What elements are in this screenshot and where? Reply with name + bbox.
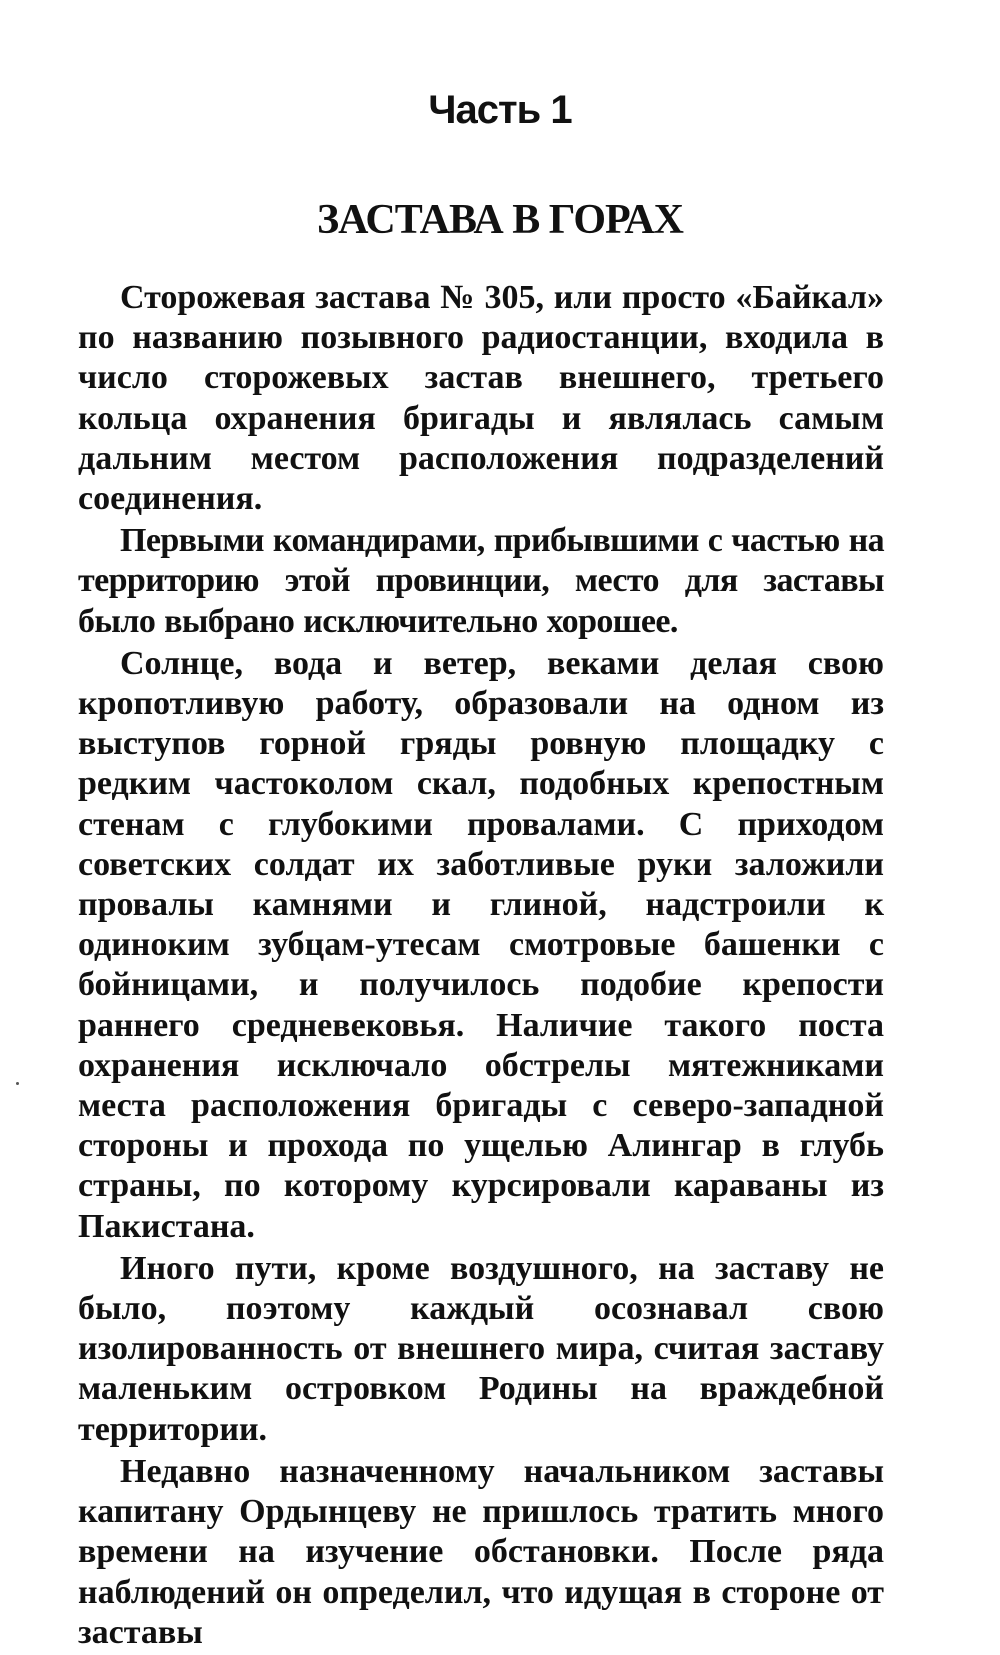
chapter-title: ЗАСТАВА В ГОРАХ bbox=[317, 197, 683, 243]
paragraph-3: Солнце, вода и ветер, веками делая свою кропотливую работу, образовали на одном из выступов горной гряды ровную площадку с редким частоколом скал, подобных крепостным стенам с глубокими провалами. С приходом советских солдат их заботливые руки заложили провалы камнями и глиной, надстроили к одиноким зубцам-утесам смотровые башенки с бойницами, и получилось подобие крепости раннего средневековья. Наличие такого поста охранения исключало обстрелы мятежниками места расположения бригады с северо-западной стороны и прохода по ущелью Алингар в глубь страны, по которому курсировали караваны из Пакистана. bbox=[78, 644, 884, 1245]
paragraph-2: Первыми командирами, прибывшими с частью на территорию этой провинции, место для заставы было выбрано исключительно хорошее. bbox=[78, 522, 884, 640]
body-text bbox=[78, 278, 884, 1655]
part-heading: Часть 1 bbox=[428, 88, 572, 132]
paragraph-1: Сторожевая застава № 305, или просто «Байкал» по названию позывного радиостанции, входила в число сторожевых застав внешнего, третьего кольца охранения бригады и являлась самым дальним местом расположения подразделений соединения. bbox=[78, 279, 884, 518]
scan-speck bbox=[16, 1082, 19, 1085]
paragraph-4: Иного пути, кроме воздушного, на заставу не было, поэтому каждый осознавал свою изолированность от внешнего мира, считая заставу маленьким островком Родины на враждебной территории. bbox=[78, 1249, 884, 1448]
paragraph-5: Недавно назначенному начальником заставы капитану Ордынцеву не пришлось тратить много времени на изучение обстановки. После ряда наблюдений он определил, что идущая в стороне от заставы bbox=[78, 1452, 884, 1651]
